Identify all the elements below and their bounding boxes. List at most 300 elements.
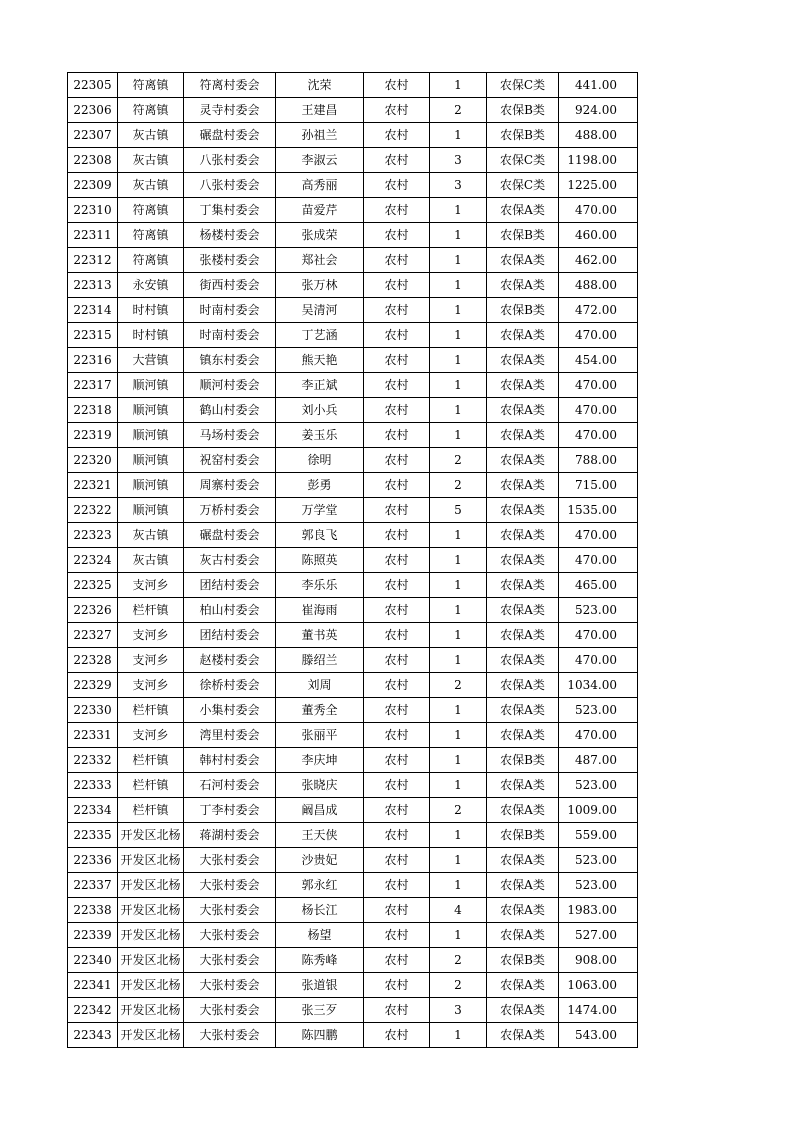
area-type-cell: 农村 — [364, 273, 430, 298]
name-cell: 熊天艳 — [276, 348, 364, 373]
household-count-cell: 1 — [430, 823, 487, 848]
household-count-cell: 5 — [430, 498, 487, 523]
household-count-cell: 1 — [430, 248, 487, 273]
town-cell: 顺河镇 — [118, 423, 184, 448]
amount-cell: 523.00 — [559, 773, 638, 798]
insurance-class-cell: 农保A类 — [487, 873, 559, 898]
table-row — [68, 173, 638, 198]
town-cell: 灰古镇 — [118, 148, 184, 173]
amount-cell: 924.00 — [559, 98, 638, 123]
amount-cell: 523.00 — [559, 698, 638, 723]
insurance-class-cell: 农保A类 — [487, 423, 559, 448]
household-count-cell: 2 — [430, 948, 487, 973]
area-type-cell: 农村 — [364, 323, 430, 348]
name-cell: 陈照英 — [276, 548, 364, 573]
town-cell: 支河乡 — [118, 623, 184, 648]
name-cell: 高秀丽 — [276, 173, 364, 198]
insurance-class-cell: 农保B类 — [487, 223, 559, 248]
name-cell: 张万林 — [276, 273, 364, 298]
village-cell: 大张村委会 — [184, 898, 276, 923]
area-type-cell: 农村 — [364, 723, 430, 748]
table-row — [68, 673, 638, 698]
insurance-class-cell: 农保A类 — [487, 898, 559, 923]
town-cell: 支河乡 — [118, 723, 184, 748]
row-number-cell: 22316 — [68, 348, 118, 373]
row-number-cell: 22318 — [68, 398, 118, 423]
amount-cell: 1198.00 — [559, 148, 638, 173]
village-cell: 石河村委会 — [184, 773, 276, 798]
row-number-cell: 22308 — [68, 148, 118, 173]
village-cell: 湾里村委会 — [184, 723, 276, 748]
area-type-cell: 农村 — [364, 873, 430, 898]
name-cell: 李乐乐 — [276, 573, 364, 598]
town-cell: 顺河镇 — [118, 448, 184, 473]
table-row — [68, 998, 638, 1023]
village-cell: 马场村委会 — [184, 423, 276, 448]
table-row — [68, 798, 638, 823]
village-cell: 顺河村委会 — [184, 373, 276, 398]
table-row — [68, 348, 638, 373]
row-number-cell: 22342 — [68, 998, 118, 1023]
insurance-class-cell: 农保A类 — [487, 723, 559, 748]
town-cell: 永安镇 — [118, 273, 184, 298]
household-count-cell: 1 — [430, 548, 487, 573]
village-cell: 万桥村委会 — [184, 498, 276, 523]
table-row — [68, 623, 638, 648]
town-cell: 顺河镇 — [118, 473, 184, 498]
town-cell: 符离镇 — [118, 248, 184, 273]
village-cell: 大张村委会 — [184, 923, 276, 948]
name-cell: 张道银 — [276, 973, 364, 998]
area-type-cell: 农村 — [364, 573, 430, 598]
name-cell: 郭永红 — [276, 873, 364, 898]
town-cell: 栏杆镇 — [118, 773, 184, 798]
amount-cell: 488.00 — [559, 273, 638, 298]
household-count-cell: 1 — [430, 223, 487, 248]
amount-cell: 543.00 — [559, 1023, 638, 1048]
table-row — [68, 748, 638, 773]
town-cell: 开发区北杨 — [118, 998, 184, 1023]
insurance-class-cell: 农保A类 — [487, 248, 559, 273]
village-cell: 八张村委会 — [184, 148, 276, 173]
village-cell: 灵寺村委会 — [184, 98, 276, 123]
name-cell: 董书英 — [276, 623, 364, 648]
table-row — [68, 948, 638, 973]
household-count-cell: 2 — [430, 973, 487, 998]
village-cell: 碾盘村委会 — [184, 123, 276, 148]
name-cell: 张丽平 — [276, 723, 364, 748]
area-type-cell: 农村 — [364, 823, 430, 848]
amount-cell: 1535.00 — [559, 498, 638, 523]
area-type-cell: 农村 — [364, 148, 430, 173]
name-cell: 彭勇 — [276, 473, 364, 498]
insurance-class-cell: 农保B类 — [487, 98, 559, 123]
insurance-class-cell: 农保A类 — [487, 1023, 559, 1048]
row-number-cell: 22323 — [68, 523, 118, 548]
town-cell: 栏杆镇 — [118, 748, 184, 773]
amount-cell: 470.00 — [559, 323, 638, 348]
village-cell: 鹤山村委会 — [184, 398, 276, 423]
village-cell: 蒋湖村委会 — [184, 823, 276, 848]
name-cell: 沈荣 — [276, 73, 364, 98]
household-count-cell: 1 — [430, 1023, 487, 1048]
amount-cell: 1009.00 — [559, 798, 638, 823]
area-type-cell: 农村 — [364, 798, 430, 823]
table-row — [68, 273, 638, 298]
insurance-class-cell: 农保A类 — [487, 498, 559, 523]
row-number-cell: 22305 — [68, 73, 118, 98]
town-cell: 灰古镇 — [118, 123, 184, 148]
area-type-cell: 农村 — [364, 523, 430, 548]
insurance-class-cell: 农保C类 — [487, 173, 559, 198]
village-cell: 柏山村委会 — [184, 598, 276, 623]
insurance-class-cell: 农保B类 — [487, 823, 559, 848]
village-cell: 大张村委会 — [184, 998, 276, 1023]
insurance-class-cell: 农保A类 — [487, 598, 559, 623]
name-cell: 杨望 — [276, 923, 364, 948]
village-cell: 张楼村委会 — [184, 248, 276, 273]
town-cell: 时村镇 — [118, 298, 184, 323]
village-cell: 杨楼村委会 — [184, 223, 276, 248]
name-cell: 苗爱芹 — [276, 198, 364, 223]
table-row — [68, 323, 638, 348]
village-cell: 街西村委会 — [184, 273, 276, 298]
town-cell: 符离镇 — [118, 198, 184, 223]
household-count-cell: 1 — [430, 423, 487, 448]
town-cell: 支河乡 — [118, 648, 184, 673]
household-count-cell: 3 — [430, 148, 487, 173]
row-number-cell: 22337 — [68, 873, 118, 898]
household-count-cell: 1 — [430, 273, 487, 298]
name-cell: 刘周 — [276, 673, 364, 698]
area-type-cell: 农村 — [364, 298, 430, 323]
town-cell: 栏杆镇 — [118, 698, 184, 723]
insurance-class-cell: 农保A类 — [487, 973, 559, 998]
table-row — [68, 648, 638, 673]
table-row — [68, 848, 638, 873]
area-type-cell: 农村 — [364, 898, 430, 923]
village-cell: 徐桥村委会 — [184, 673, 276, 698]
town-cell: 开发区北杨 — [118, 823, 184, 848]
name-cell: 郑社会 — [276, 248, 364, 273]
area-type-cell: 农村 — [364, 373, 430, 398]
town-cell: 支河乡 — [118, 573, 184, 598]
amount-cell: 470.00 — [559, 523, 638, 548]
amount-cell: 454.00 — [559, 348, 638, 373]
household-count-cell: 1 — [430, 398, 487, 423]
area-type-cell: 农村 — [364, 773, 430, 798]
amount-cell: 1034.00 — [559, 673, 638, 698]
household-count-cell: 1 — [430, 373, 487, 398]
insurance-class-cell: 农保A类 — [487, 773, 559, 798]
name-cell: 沙贵妃 — [276, 848, 364, 873]
name-cell: 孙祖兰 — [276, 123, 364, 148]
household-count-cell: 1 — [430, 648, 487, 673]
insurance-class-cell: 农保C类 — [487, 148, 559, 173]
town-cell: 开发区北杨 — [118, 848, 184, 873]
name-cell: 丁艺涵 — [276, 323, 364, 348]
name-cell: 徐明 — [276, 448, 364, 473]
insurance-class-cell: 农保A类 — [487, 698, 559, 723]
household-count-cell: 3 — [430, 173, 487, 198]
amount-cell: 908.00 — [559, 948, 638, 973]
insurance-class-cell: 农保A类 — [487, 573, 559, 598]
village-cell: 符离村委会 — [184, 73, 276, 98]
row-number-cell: 22307 — [68, 123, 118, 148]
row-number-cell: 22326 — [68, 598, 118, 623]
town-cell: 符离镇 — [118, 73, 184, 98]
household-count-cell: 2 — [430, 798, 487, 823]
household-count-cell: 1 — [430, 623, 487, 648]
household-count-cell: 1 — [430, 698, 487, 723]
insurance-class-cell: 农保A类 — [487, 373, 559, 398]
area-type-cell: 农村 — [364, 698, 430, 723]
name-cell: 张三歹 — [276, 998, 364, 1023]
area-type-cell: 农村 — [364, 223, 430, 248]
row-number-cell: 22333 — [68, 773, 118, 798]
area-type-cell: 农村 — [364, 973, 430, 998]
area-type-cell: 农村 — [364, 748, 430, 773]
row-number-cell: 22313 — [68, 273, 118, 298]
village-cell: 赵楼村委会 — [184, 648, 276, 673]
village-cell: 团结村委会 — [184, 623, 276, 648]
row-number-cell: 22309 — [68, 173, 118, 198]
area-type-cell: 农村 — [364, 448, 430, 473]
row-number-cell: 22325 — [68, 573, 118, 598]
table-row — [68, 573, 638, 598]
name-cell: 滕绍兰 — [276, 648, 364, 673]
amount-cell: 465.00 — [559, 573, 638, 598]
village-cell: 大张村委会 — [184, 948, 276, 973]
area-type-cell: 农村 — [364, 248, 430, 273]
insurance-class-cell: 农保A类 — [487, 623, 559, 648]
insurance-class-cell: 农保A类 — [487, 648, 559, 673]
name-cell: 吴清河 — [276, 298, 364, 323]
row-number-cell: 22336 — [68, 848, 118, 873]
town-cell: 支河乡 — [118, 673, 184, 698]
household-count-cell: 1 — [430, 73, 487, 98]
area-type-cell: 农村 — [364, 623, 430, 648]
name-cell: 姜玉乐 — [276, 423, 364, 448]
area-type-cell: 农村 — [364, 498, 430, 523]
village-cell: 大张村委会 — [184, 1023, 276, 1048]
household-count-cell: 2 — [430, 473, 487, 498]
insurance-class-cell: 农保A类 — [487, 348, 559, 373]
area-type-cell: 农村 — [364, 923, 430, 948]
amount-cell: 527.00 — [559, 923, 638, 948]
village-cell: 镇东村委会 — [184, 348, 276, 373]
row-number-cell: 22324 — [68, 548, 118, 573]
data-table — [67, 72, 638, 1048]
area-type-cell: 农村 — [364, 673, 430, 698]
table-row — [68, 523, 638, 548]
village-cell: 时南村委会 — [184, 298, 276, 323]
village-cell: 团结村委会 — [184, 573, 276, 598]
household-count-cell: 4 — [430, 898, 487, 923]
table-row — [68, 398, 638, 423]
insurance-class-cell: 农保B类 — [487, 948, 559, 973]
name-cell: 李庆坤 — [276, 748, 364, 773]
row-number-cell: 22331 — [68, 723, 118, 748]
town-cell: 灰古镇 — [118, 548, 184, 573]
amount-cell: 460.00 — [559, 223, 638, 248]
town-cell: 开发区北杨 — [118, 948, 184, 973]
insurance-class-cell: 农保A类 — [487, 523, 559, 548]
amount-cell: 441.00 — [559, 73, 638, 98]
area-type-cell: 农村 — [364, 598, 430, 623]
name-cell: 张成荣 — [276, 223, 364, 248]
row-number-cell: 22314 — [68, 298, 118, 323]
table-row — [68, 698, 638, 723]
name-cell: 董秀全 — [276, 698, 364, 723]
table-row — [68, 448, 638, 473]
household-count-cell: 1 — [430, 748, 487, 773]
row-number-cell: 22328 — [68, 648, 118, 673]
row-number-cell: 22335 — [68, 823, 118, 848]
area-type-cell: 农村 — [364, 423, 430, 448]
village-cell: 祝窑村委会 — [184, 448, 276, 473]
name-cell: 阚昌成 — [276, 798, 364, 823]
amount-cell: 559.00 — [559, 823, 638, 848]
town-cell: 栏杆镇 — [118, 798, 184, 823]
name-cell: 万学堂 — [276, 498, 364, 523]
town-cell: 顺河镇 — [118, 373, 184, 398]
household-count-cell: 1 — [430, 348, 487, 373]
row-number-cell: 22341 — [68, 973, 118, 998]
row-number-cell: 22317 — [68, 373, 118, 398]
table-row — [68, 148, 638, 173]
row-number-cell: 22319 — [68, 423, 118, 448]
village-cell: 丁集村委会 — [184, 198, 276, 223]
town-cell: 开发区北杨 — [118, 1023, 184, 1048]
row-number-cell: 22332 — [68, 748, 118, 773]
table-row — [68, 73, 638, 98]
household-count-cell: 1 — [430, 523, 487, 548]
row-number-cell: 22311 — [68, 223, 118, 248]
row-number-cell: 22330 — [68, 698, 118, 723]
name-cell: 张晓庆 — [276, 773, 364, 798]
row-number-cell: 22334 — [68, 798, 118, 823]
village-cell: 碾盘村委会 — [184, 523, 276, 548]
row-number-cell: 22322 — [68, 498, 118, 523]
row-number-cell: 22310 — [68, 198, 118, 223]
row-number-cell: 22320 — [68, 448, 118, 473]
row-number-cell: 22321 — [68, 473, 118, 498]
amount-cell: 1474.00 — [559, 998, 638, 1023]
amount-cell: 470.00 — [559, 373, 638, 398]
name-cell: 李正斌 — [276, 373, 364, 398]
name-cell: 李淑云 — [276, 148, 364, 173]
amount-cell: 487.00 — [559, 748, 638, 773]
amount-cell: 470.00 — [559, 723, 638, 748]
table-row — [68, 598, 638, 623]
area-type-cell: 农村 — [364, 848, 430, 873]
town-cell: 开发区北杨 — [118, 898, 184, 923]
insurance-class-cell: 农保A类 — [487, 273, 559, 298]
amount-cell: 470.00 — [559, 423, 638, 448]
amount-cell: 523.00 — [559, 598, 638, 623]
insurance-class-cell: 农保A类 — [487, 398, 559, 423]
name-cell: 刘小兵 — [276, 398, 364, 423]
town-cell: 开发区北杨 — [118, 973, 184, 998]
amount-cell: 523.00 — [559, 873, 638, 898]
area-type-cell: 农村 — [364, 1023, 430, 1048]
insurance-class-cell: 农保A类 — [487, 923, 559, 948]
table-row — [68, 973, 638, 998]
amount-cell: 470.00 — [559, 398, 638, 423]
area-type-cell: 农村 — [364, 998, 430, 1023]
amount-cell: 523.00 — [559, 848, 638, 873]
insurance-class-cell: 农保A类 — [487, 673, 559, 698]
table-row — [68, 773, 638, 798]
area-type-cell: 农村 — [364, 73, 430, 98]
table-row — [68, 548, 638, 573]
household-count-cell: 3 — [430, 998, 487, 1023]
insurance-class-cell: 农保A类 — [487, 548, 559, 573]
household-count-cell: 2 — [430, 98, 487, 123]
household-count-cell: 1 — [430, 573, 487, 598]
table-row — [68, 248, 638, 273]
table-row — [68, 898, 638, 923]
household-count-cell: 1 — [430, 848, 487, 873]
amount-cell: 1225.00 — [559, 173, 638, 198]
table-row — [68, 1023, 638, 1048]
household-count-cell: 1 — [430, 773, 487, 798]
table-row — [68, 423, 638, 448]
table-row — [68, 723, 638, 748]
table-body — [68, 73, 638, 1048]
area-type-cell: 农村 — [364, 123, 430, 148]
name-cell: 王建昌 — [276, 98, 364, 123]
insurance-class-cell: 农保B类 — [487, 298, 559, 323]
table-row — [68, 873, 638, 898]
town-cell: 符离镇 — [118, 223, 184, 248]
area-type-cell: 农村 — [364, 398, 430, 423]
row-number-cell: 22312 — [68, 248, 118, 273]
household-count-cell: 1 — [430, 298, 487, 323]
village-cell: 灰古村委会 — [184, 548, 276, 573]
row-number-cell: 22329 — [68, 673, 118, 698]
area-type-cell: 农村 — [364, 948, 430, 973]
name-cell: 陈四鹏 — [276, 1023, 364, 1048]
town-cell: 顺河镇 — [118, 398, 184, 423]
town-cell: 顺河镇 — [118, 498, 184, 523]
town-cell: 符离镇 — [118, 98, 184, 123]
household-count-cell: 2 — [430, 448, 487, 473]
amount-cell: 462.00 — [559, 248, 638, 273]
household-count-cell: 1 — [430, 323, 487, 348]
table-row — [68, 923, 638, 948]
area-type-cell: 农村 — [364, 548, 430, 573]
amount-cell: 470.00 — [559, 623, 638, 648]
name-cell: 杨长江 — [276, 898, 364, 923]
insurance-class-cell: 农保C类 — [487, 73, 559, 98]
insurance-class-cell: 农保A类 — [487, 323, 559, 348]
household-count-cell: 1 — [430, 198, 487, 223]
household-count-cell: 1 — [430, 923, 487, 948]
table-row — [68, 123, 638, 148]
table-row — [68, 98, 638, 123]
row-number-cell: 22343 — [68, 1023, 118, 1048]
row-number-cell: 22315 — [68, 323, 118, 348]
row-number-cell: 22327 — [68, 623, 118, 648]
amount-cell: 1983.00 — [559, 898, 638, 923]
village-cell: 韩村村委会 — [184, 748, 276, 773]
area-type-cell: 农村 — [364, 348, 430, 373]
amount-cell: 788.00 — [559, 448, 638, 473]
town-cell: 灰古镇 — [118, 173, 184, 198]
village-cell: 时南村委会 — [184, 323, 276, 348]
